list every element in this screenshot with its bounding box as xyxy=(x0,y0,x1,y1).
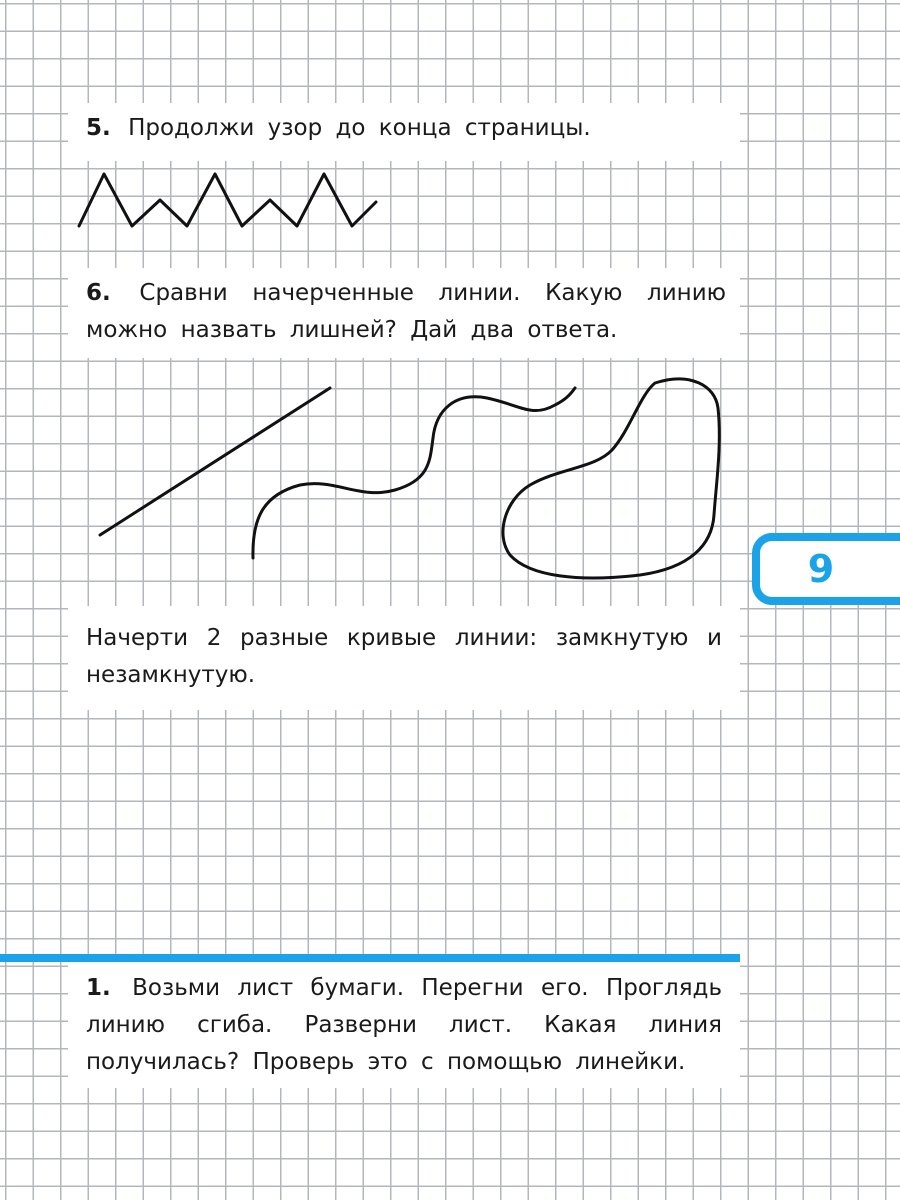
lines-figure xyxy=(0,0,740,600)
section-divider xyxy=(0,954,740,962)
closed-curve-line xyxy=(503,379,719,578)
task1-instruction: Возьми лист бумаги. Перегни его. Проглядь линию сгиба. Разверни лист. Какая линия получилась? Проверь это с помощью линейки. xyxy=(86,975,722,1075)
task6b-instruction: Начерти 2 разные кривые линии: замкнутую и незамкнутую. xyxy=(86,625,722,688)
task6-instruction: Сравни начерченные линии. Какую линию можно назвать лишней? Дай два ответа. xyxy=(86,280,726,343)
task6-number: 6. xyxy=(86,280,111,306)
task5-number: 5. xyxy=(86,115,111,141)
task5-instruction: Продолжи узор до конца страницы. xyxy=(128,115,591,141)
task1-number: 1. xyxy=(86,975,111,1001)
straight-line xyxy=(100,388,330,535)
page-number: 9 xyxy=(807,547,835,591)
open-curve-line xyxy=(253,388,575,558)
task1-text xyxy=(86,970,722,1081)
task6b-text xyxy=(86,620,722,694)
